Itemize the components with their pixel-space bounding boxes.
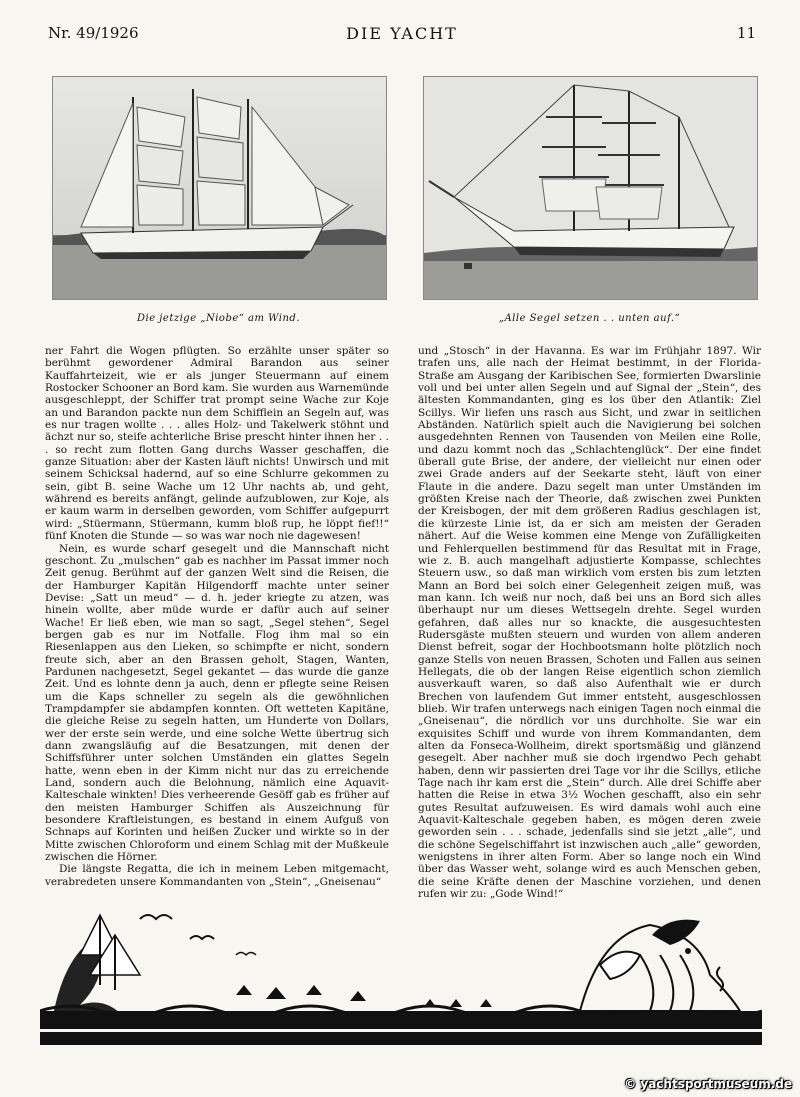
article-column-left	[45, 345, 389, 888]
paragraph: ner Fahrt die Wogen pflügten. So erzählte unser später so berühmt gewordener Admiral Barandon aus seiner Kauffahrteizeit, wie er als junger Steuermann auf einem Rostocker Schooner an Bord kam. Sie wurden aus Warnemünde ausgeschleppt, der Schiffer trat prompt seine Wache zur Koje an und Barandon packte nun dem Schifflein an Segeln auf, was es nur tragen wollte . . . alles Holz- und Takelwerk stöhnt und ächzt nur so, steife achterliche Brise prescht hinter ihnen her . . . so recht zum flotten Gang durchs Wasser geschaffen, die ganze Situation: aber der Kasten läuft nichts! Unwirsch und mit seinem Schicksal hadernd, auf so eine Schlurre gekommen zu sein, gibt B. seine Wache um 12 Uhr nachts ab, und geht, während es bereits anfängt, gelinde aufzublowen, zur Koje, als er kaum warm in derselben geworden, vom Schiffer aufgepurrt wird: „Stüermann, Stüermann, kumm bloß rup, he löppt fief!!“ fünf Knoten die Stunde — so was war noch nie dagewesen!	[45, 345, 389, 543]
magazine-title: DIE YACHT	[346, 24, 458, 43]
watermark: © yachtsportmuseum.de	[624, 1077, 792, 1091]
photo-alle-segel	[423, 76, 758, 300]
sea-border-illustration	[40, 895, 762, 1045]
paragraph: Die längste Regatta, die ich in meinem Leben mitgemacht, verabredeten unsere Kommandanten von „Stein“, „Gneisenau“	[45, 863, 389, 888]
decorative-illustration	[40, 895, 762, 1045]
issue-number: Nr. 49/1926	[48, 24, 139, 42]
paragraph: und „Stosch“ in der Havanna. Es war im Frühjahr 1897. Wir trafen uns, alle nach der Heimat bestimmt, in der Florida-Straße am Ausgang der Karibischen See, formierten Dwarslinie voll und bei unter allen Segeln und auf Signal der „Stein“, des ältesten Kommandanten, ging es los über den Atlantik: Ziel Scillys. Wir liefen uns rasch aus Sicht, und zwar in seitlichen Abständen. Natürlich spielt auch die Navigierung bei solchen ausgedehnten Rennen von Tausenden von Meilen eine Rolle, und dazu kommt noch das „Schlachtenglück“. Der eine findet überall gute Brise, der andere, der vielleicht nur einen oder zwei Grade anders auf der Seekarte steht, läuft von einer Flaute in die andere. Dazu segelt man unter Umständen im größten Kreise nach der Theorie, daß zwischen zwei Punkten der Kreisbogen, der mit dem größeren Radius geschlagen ist, die kürzeste Linie ist, da er sich am meisten der Geraden nähert. Auf die Weise kommen eine Menge von Zufälligkeiten und Fehlerquellen bestimmend für das Resultat mit in Frage, wie z. B. auch mangelhaft adjustierte Kompasse, schlechtes Steuern usw., so daß man wirklich vom ersten bis zum letzten Mann an Bord bei solch einer Gelegenheit zeigen muß, was man kann. Ich weiß nur noch, daß bei uns an Bord sich alles überhaupt nur um dieses Wettsegeln drehte. Segel wurden gefahren, daß alles nur so knackte, die ausgesuchtesten Rudersgäste mußten steuern und wurden von allem anderen Dienst befreit, sogar der Hochbootsmann holte plötzlich noch ganze Stells von neuen Brassen, Schoten und Fallen aus seinen Hellegats, die ob der langen Reise eigentlich schon ziemlich ausverkauft waren, so daß also Aufenthalt wie er durch Brechen von laufendem Gut immer entsteht, ausgeschlossen blieb. Wir trafen unterwegs nach einigen Tagen noch einmal die „Gneisenau“, die nördlich vor uns durchholte. Sie war ein exquisites Schiff und wurde von ihrem Kommandanten, dem alten da Fonseca-Wollheim, direkt sportsmäßig und glänzend gesegelt. Aber nachher muß sie doch irgendwo Pech gehabt haben, denn wir passierten drei Tage vor ihr die Scillys, etliche Tage nach ihr kam erst die „Stein“ durch. Alle drei Schiffe aber hatten die Reise in etwa 3½ Wochen geschafft, also ein sehr gutes Resultat aufzuweisen. Es wird damals wohl auch eine Aquavit-Kalteschale gegeben haben, es mögen deren zweie geworden sein . . . schade, jedenfalls sind sie jetzt „alle“, und die schöne Segelschiffahrt ist inzwischen auch „alle“ geworden, wenigstens in ihrer alten Form. Aber so lange noch ein Wind über das Wasser weht, solange wird es auch Menschen geben, die seine Kräfte denen der Maschine vorziehen, und denen rufen wir zu: „Gode Wind!“	[418, 345, 761, 901]
paragraph: Nein, es wurde scharf gesegelt und die Mannschaft nicht geschont. Zu „mulschen“ gab es nachher im Passat immer noch Zeit genug. Berühmt auf der ganzen Welt sind die Reisen, die der Hamburger Kapitän Hilgendorff machte unter seiner Devise: „Satt un meud“ — d. h. jeder kriegte zu atzen, was hinein wollte, aber müde wurde er dafür auch auf seiner Wache! Er ließ eben, wie man so sagt, „Segel stehen“, Segel bergen gab es nur im Notfalle. Flog ihm mal so ein Riesenlappen aus den Lieken, so schimpfte er nicht, sondern freute sich, aber an den Brassen geholt, Stagen, Wanten, Pardunen nachgesetzt, Segel gekantet — das wurde die ganze Zeit. Und es lohnte denn ja auch, denn er pflegte seine Reisen um die Kaps schneller zu segeln als die gewöhnlichen Trampdampfer sie abdampfen konnten. Oft wetteten Kapitäne, die gleiche Reise zu segeln hatten, um Hunderte von Dollars, wer der erste sein werde, und eine solche Wette übertrug sich dann zwangsläufig auf die Besatzungen, mit denen der Schiffsführer unter solchen Umständen ein glattes Segeln hatte, wenn eben in der Kimm nicht nur das zu erreichende Land, sondern auch die Belohnung, nämlich eine Aquavit-Kalteschale winkten! Dies verheerende Gesöff gab es früher auf den meisten Hamburger Schiffen als Auszeichnung für besondere Kraftleistungen, es bestand in einem Aufguß von Schnaps auf Korinten und heißen Zucker und wirkte so in der Mitte zwischen Chloroform und einem Schlag mit der Mußkeule zwischen die Hörner.	[45, 542, 389, 864]
schooner-illustration	[53, 77, 386, 299]
barque-illustration	[424, 77, 757, 299]
photo-niobe	[52, 76, 387, 300]
page-header	[48, 24, 756, 46]
page-number: 11	[736, 24, 756, 42]
photo-caption-right: „Alle Segel setzen . . unten auf.“	[498, 313, 681, 324]
photo-caption-left: Die jetzige „Niobe“ am Wind.	[136, 313, 301, 324]
article-column-right	[418, 345, 761, 900]
